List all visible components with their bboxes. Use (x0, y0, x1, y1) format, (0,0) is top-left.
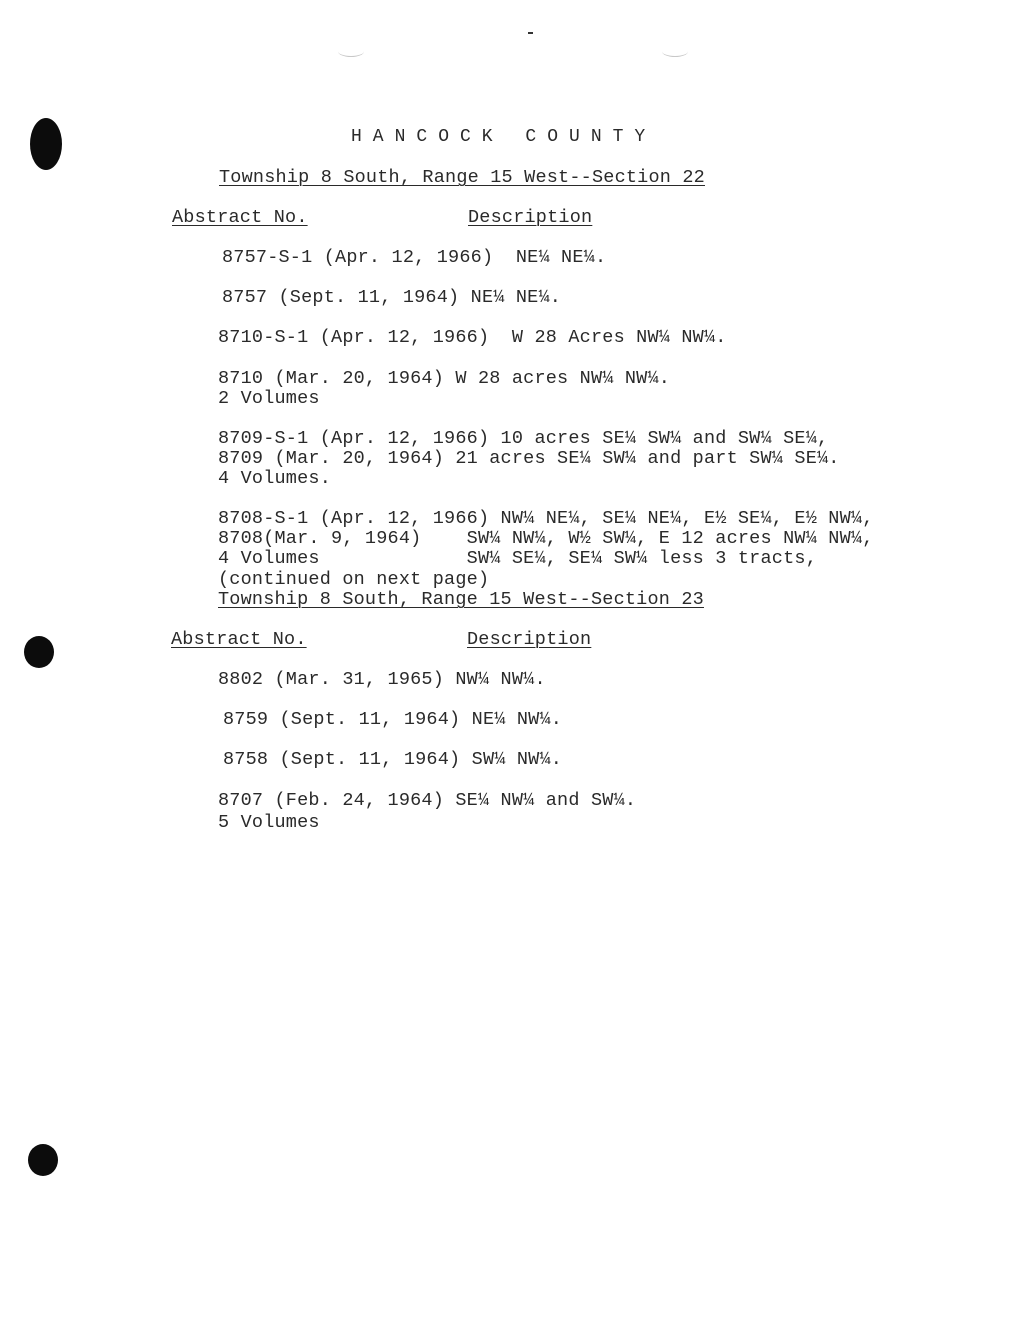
entry-8709: 8709 (Mar. 20, 1964) 21 acres SE¼ SW¼ and part SW¼ SE¼. (218, 448, 840, 469)
description-column-header: Description (468, 207, 593, 228)
entry-8707-volumes: 5 Volumes (218, 812, 320, 833)
section-22-heading: Township 8 South, Range 15 West--Section 22 (219, 167, 705, 188)
entry-8708-s-1: 8708-S-1 (Apr. 12, 1966) NW¼ NE¼, SE¼ NE¼, E½ SE¼, E½ NW¼, (218, 508, 874, 529)
binder-hole-middle (24, 636, 54, 668)
entry-8759: 8759 (Sept. 11, 1964) NE¼ NW¼. (223, 709, 563, 730)
continued-note: (continued on next page) (218, 569, 490, 590)
binder-hole-top (30, 118, 62, 170)
entry-8710-volumes: 2 Volumes (218, 388, 320, 409)
entry-8709-volumes: 4 Volumes. (218, 468, 332, 489)
binder-hole-bottom (28, 1144, 58, 1176)
county-title: HANCOCK COUNTY (351, 127, 657, 147)
abstract-column-header: Abstract No. (172, 207, 308, 228)
entry-8708: 8708(Mar. 9, 1964) SW¼ NW¼, W½ SW¼, E 12 acres NW¼ NW¼, (218, 528, 874, 549)
entry-8757-s-1: 8757-S-1 (Apr. 12, 1966) NE¼ NE¼. (222, 247, 607, 268)
scan-speck (528, 32, 533, 34)
description-column-header-2: Description (467, 629, 592, 650)
section-23-heading: Township 8 South, Range 15 West--Section 23 (218, 589, 704, 610)
entry-8707: 8707 (Feb. 24, 1964) SE¼ NW¼ and SW¼. (218, 790, 637, 811)
entry-8802: 8802 (Mar. 31, 1965) NW¼ NW¼. (218, 669, 546, 690)
entry-8708-volumes: 4 Volumes SW¼ SE¼, SE¼ SW¼ less 3 tracts, (218, 548, 817, 569)
entry-8710: 8710 (Mar. 20, 1964) W 28 acres NW¼ NW¼. (218, 368, 671, 389)
entry-8709-s-1: 8709-S-1 (Apr. 12, 1966) 10 acres SE¼ SW¼ and SW¼ SE¼, (218, 428, 829, 449)
abstract-column-header-2: Abstract No. (171, 629, 307, 650)
scan-smudge-right (662, 46, 688, 57)
entry-8757: 8757 (Sept. 11, 1964) NE¼ NE¼. (222, 287, 562, 308)
entry-8758: 8758 (Sept. 11, 1964) SW¼ NW¼. (223, 749, 563, 770)
scan-smudge-left (338, 46, 364, 57)
entry-8710-s-1: 8710-S-1 (Apr. 12, 1966) W 28 Acres NW¼ NW¼. (218, 327, 727, 348)
